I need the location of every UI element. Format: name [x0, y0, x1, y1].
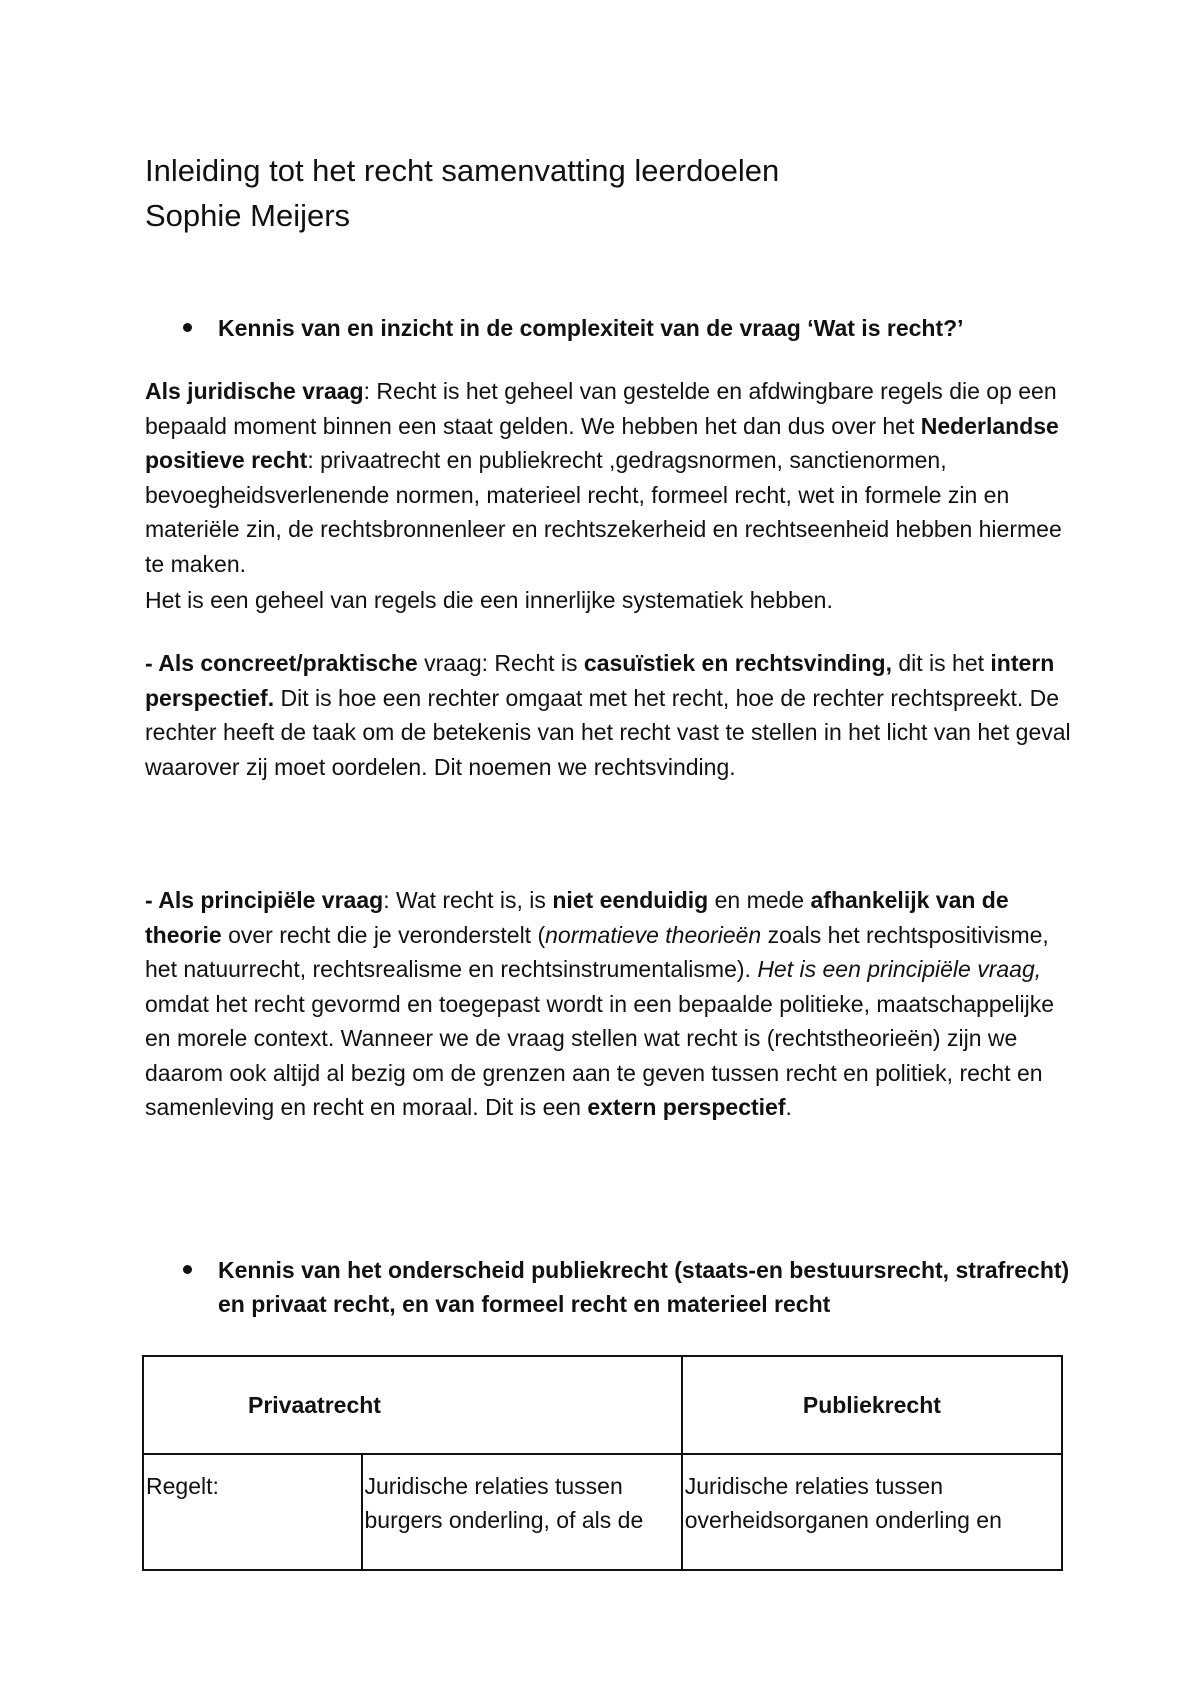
cell-publiekrecht: Juridische relaties tussen overheidsorganen onderling en: [682, 1454, 1062, 1570]
paragraph-juridische-vraag: Als juridische vraag: Recht is het geheel van gestelde en afdwingbare regels die op een bepaald moment binnen een staat gelden. We hebben het dan dus over het Nederlandse positieve recht: privaatrecht en publiekrecht ,gedragsnormen, sanctienormen, bevoegheidsverlenende normen, materieel recht, formeel recht, wet in formele zin en materiële zin, de rechtsbronnenleer en rechtszekerheid en rechtseenheid hebben hiermee te maken.: [145, 378, 1062, 577]
header-privaatrecht: Privaatrecht: [143, 1356, 682, 1454]
label-juridische-vraag: Als juridische vraag: [145, 378, 364, 404]
row-label: Regelt:: [143, 1454, 362, 1570]
paragraph-principiele-vraag: - Als principiële vraag: Wat recht is, is niet eenduidig en mede afhankelijk van de theorie over recht die je veronderstelt (normatieve theorieën zoals het rechtspositivisme, het natuurrecht, rechtsrealisme en rechtsinstrumentalisme). Het is een principiële vraag, omdat het recht gevormd en toegepast wordt in een bepaalde politieke, maatschappelijke en morele context. Wanneer we de vraag stellen wat recht is (rechtstheorieën) zijn we daarom ook altijd al bezig om de grenzen aan te geven tussen recht en politiek, recht en samenleving en recht en moraal. Dit is een extern perspectief.: [145, 887, 1055, 1120]
paragraph-systematiek: Het is een geheel van regels die een innerlijke systematiek hebben.: [145, 587, 833, 613]
document-author: Sophie Meijers: [145, 198, 351, 233]
comparison-table: [142, 1355, 1063, 1571]
document-title: Inleiding tot het recht samenvatting leerdoelen: [145, 153, 780, 188]
section-1-heading: Kennis van en inzicht in de complexiteit van de vraag ‘Wat is recht?’: [218, 311, 1078, 345]
cell-privaatrecht: Juridische relaties tussen burgers onderling, of als de: [362, 1454, 682, 1570]
table-header-row: [143, 1356, 1062, 1454]
header-publiekrecht: Publiekrecht: [682, 1356, 1062, 1454]
document-title-block: [145, 148, 779, 238]
label-praktische-vraag: Als concreet/praktische: [158, 650, 418, 676]
label-principiele-vraag: Als principiële vraag: [158, 887, 384, 913]
table-row: [143, 1454, 1062, 1570]
section-2-heading: Kennis van het onderscheid publiekrecht (staats-en bestuursrecht, strafrecht) en privaat recht, en van formeel recht en materieel recht: [218, 1253, 1078, 1321]
paragraph-praktische-vraag: - Als concreet/praktische vraag: Recht is casuïstiek en rechtsvinding, dit is het intern perspectief. Dit is hoe een rechter omgaat met het recht, hoe de rechter rechtspreekt. De rechter heeft de taak om de betekenis van het recht vast te stellen in het licht van het geval waarover zij moet oordelen. Dit noemen we rechtsvinding.: [145, 650, 1071, 780]
